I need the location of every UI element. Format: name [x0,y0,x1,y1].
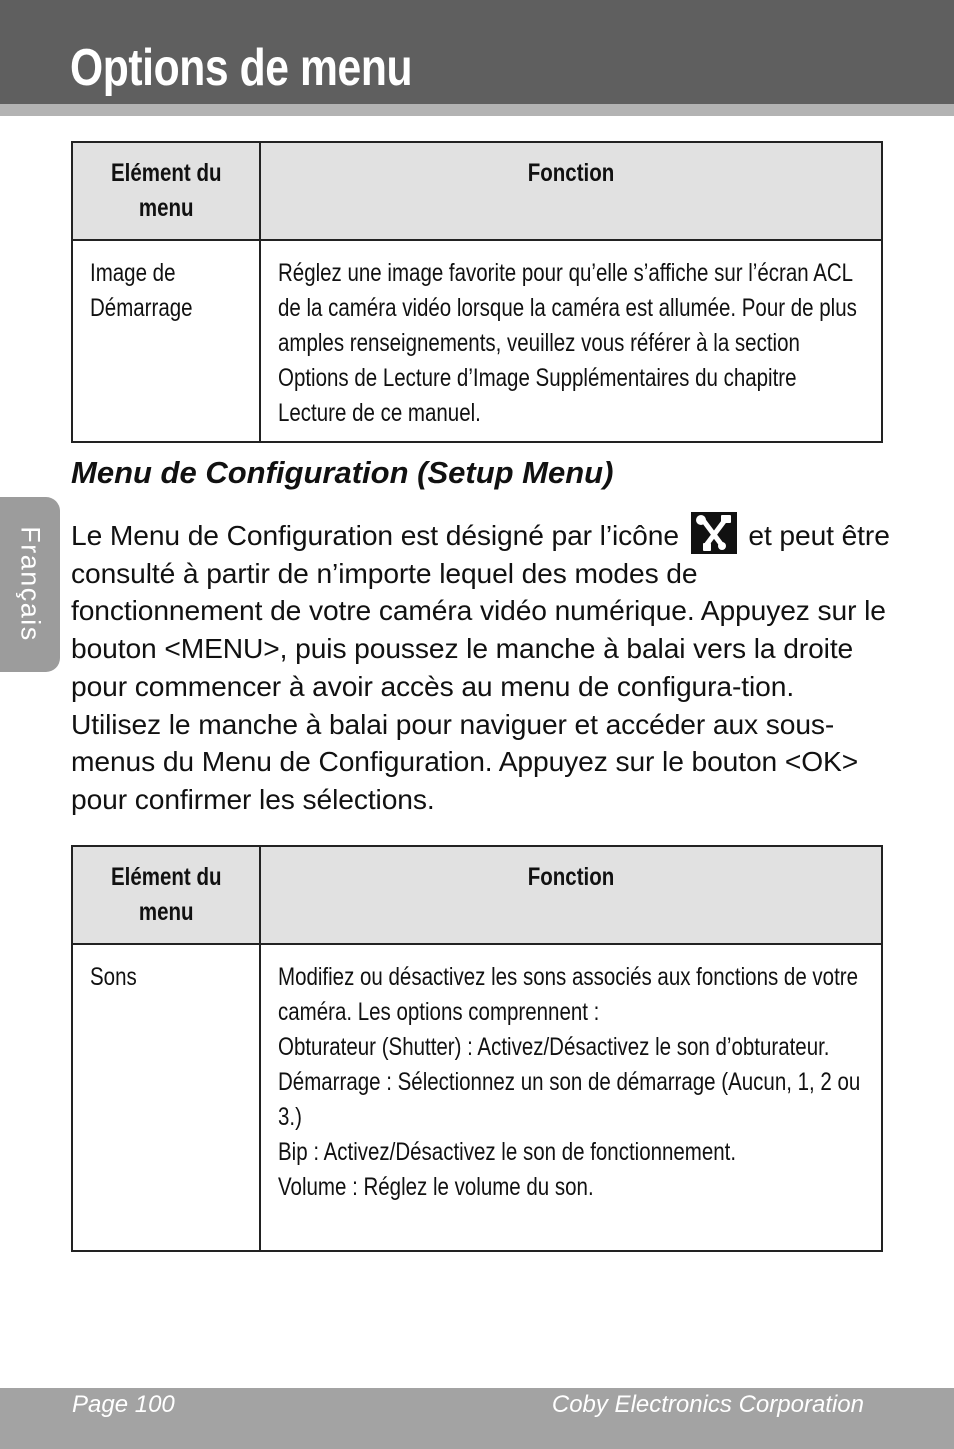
menu-item-cell: Sons [72,944,260,1251]
intro-text-start: Le Menu de Configuration est désigné par l’icône [71,519,679,551]
column-header-function: Fonction [260,846,882,944]
page-number: Page 100 [72,1391,175,1418]
table-header-row [72,142,882,240]
menu-function-cell: Réglez une image favorite pour qu’elle s’affiche sur l’écran ACL de la caméra vidéo lorsque la caméra est allumée. Pour de plus amples renseignements, veuillez vous référer à la section Options de Lecture d’Image Supplémentaires du chapitre Lecture de ce manuel. [260,240,882,442]
function-line: Volume : Réglez le volume du son. [278,1173,594,1201]
page-title: Options de menu [70,39,413,97]
intro-text-rest: et peut être consulté à partir de n’importe lequel des modes de fonctionnement de votre caméra vidéo numérique. Appuyez sur le bouton <MENU>, puis poussez le manche à balai vers la droite pour commencer à avoir accès au menu de configura-tion. Utilisez le manche à balai pour naviguer et accéder aux sous-menus du Menu de Configuration. Appuyez sur le bouton <OK> pour confirmer les sélections. [71,519,890,815]
function-line: Obturateur (Shutter) : Activez/Désactivez le son d’obturateur. [278,1033,830,1061]
setup-menu-table [71,845,883,1252]
table-row [72,240,882,442]
section-heading: Menu de Configuration (Setup Menu) [71,455,614,490]
function-line: Démarrage : Sélectionnez un son de démarrage (Aucun, 1, 2 ou 3.) [278,1068,861,1131]
intro-paragraph [71,512,891,819]
menu-function-cell [260,944,882,1251]
column-header-item: Elément du menu [72,142,260,240]
setup-tools-icon [691,512,737,554]
language-tab-label: Français [15,526,46,642]
column-header-function: Fonction [260,142,882,240]
header-underline [0,104,954,116]
column-header-item: Elément du menu [72,846,260,944]
menu-item-cell: Image de Démarrage [72,240,260,442]
table-row [72,944,882,1251]
function-line: Modifiez ou désactivez les sons associés aux fonctions de votre caméra. Les options comprennent : [278,963,858,1026]
language-tab [0,497,60,672]
menu-table-display [71,141,883,443]
company-name: Coby Electronics Corporation [551,1391,864,1418]
function-line: Bip : Activez/Désactivez le son de fonctionnement. [278,1138,737,1166]
table-header-row [72,846,882,944]
